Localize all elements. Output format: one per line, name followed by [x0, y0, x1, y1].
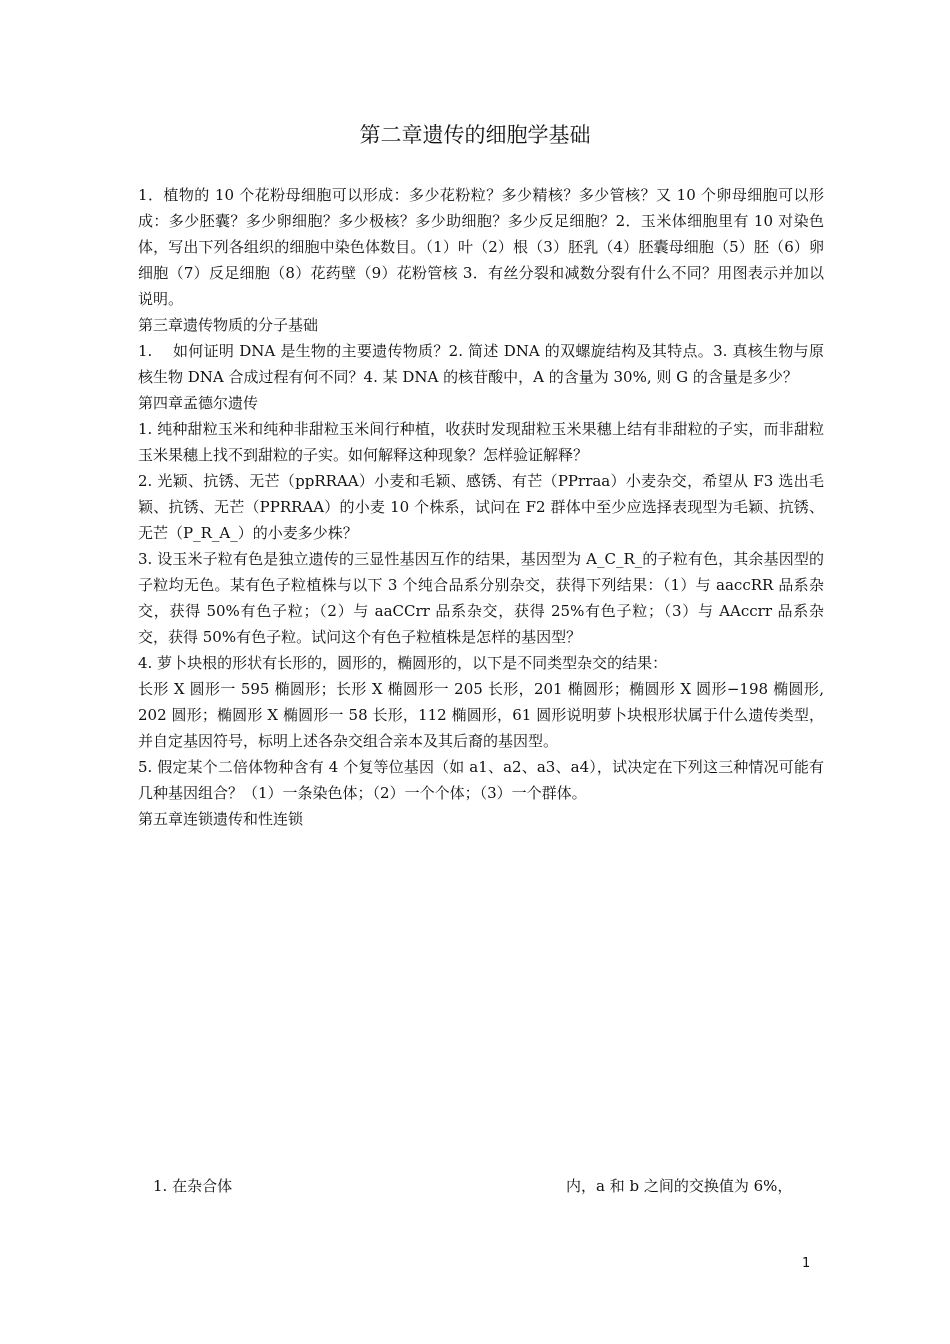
chapter4-question-4-data: 长形 X 圆形一 595 椭圆形；长形 X 椭圆形一 205 长形，201 椭圆形；椭圆形 X 圆形−198 椭圆形, 202 圆形；椭圆形 X 椭圆形一 58 长形，112 椭圆形，61 圆形说明萝卜块根形状属于什么遗传类型，并自定基因符号，标明上述各杂交组合亲本及其后裔的基因型。 [138, 680, 824, 750]
chapter4-question-3: 3. 设玉米子粒有色是独立遗传的三显性基因互作的结果，基因型为 A_C_R_的子粒有色，其余基因型的子粒均无色。某有色子粒植株与以下 3 个纯合品系分别杂交，获得下列结果：（1）与 aaccRR 品系杂交，获得 50%有色子粒；（2）与 aaCCrr 品系杂交，获得 25%有色子粒；（3）与 AAccrr 品系杂交，获得 50%有色子粒。试问这个有色子粒植株是怎样的基因型？ [138, 550, 824, 646]
chapter5-question-1-start: 1. 在杂合体 [153, 1177, 233, 1195]
page-title: 第二章遗传的细胞学基础 [359, 123, 591, 147]
chapter3-heading: 第三章遗传物质的分子基础 [138, 316, 319, 334]
document-body [138, 182, 824, 832]
page-number: 1 [802, 1256, 811, 1271]
chapter2-questions: 1．植物的 10 个花粉母细胞可以形成：多少花粉粒？多少精核？多少管核？又 10 个卵母细胞可以形成：多少胚囊？多少卵细胞？多少极核？多少助细胞？多少反足细胞？2．玉米体细胞里有 10 对染色体，写出下列各组织的细胞中染色体数目。（1）叶（2）根（3）胚乳（4）胚囊母细胞（5）胚（6）卵细胞（7）反足细胞（8）花药壁（9）花粉管核 3．有丝分裂和减数分裂有什么不同？用图表示并加以说明。 [138, 186, 824, 308]
chapter5-question-1-end: 内，a 和 b 之间的交换值为 6%， [566, 1177, 793, 1195]
chapter4-question-1: 1. 纯种甜粒玉米和纯种非甜粒玉米间行种植，收获时发现甜粒玉米果穗上结有非甜粒的子实，而非甜粒玉米果穗上找不到甜粒的子实。如何解释这种现象？怎样验证解释？ [138, 420, 824, 464]
chapter4-question-5: 5. 假定某个二倍体物种含有 4 个复等位基因（如 a1、a2、a3、a4），试决定在下列这三种情况可能有几种基因组合？（1）一条染色体；（2）一个个体；（3）一个群体。 [138, 758, 824, 802]
chapter3-questions: 1. 如何证明 DNA 是生物的主要遗传物质？2. 简述 DNA 的双螺旋结构及其特点。3. 真核生物与原核生物 DNA 合成过程有何不同？4. 某 DNA 的核苷酸中，A 的含量为 30%, 则 G 的含量是多少？ [138, 342, 824, 386]
chapter4-heading: 第四章孟德尔遗传 [138, 394, 259, 412]
chapter4-question-4: 4. 萝卜块根的形状有长形的，圆形的，椭圆形的，以下是不同类型杂交的结果： [138, 654, 668, 672]
chapter4-question-2: 2. 光颖、抗锈、无芒（ppRRAA）小麦和毛颖、感锈、有芒（PPrraa）小麦杂交，希望从 F3 选出毛颖、抗锈、无芒（PPRRAA）的小麦 10 个株系，试问在 F2 群体中至少应选择表现型为毛颖、抗锈、无芒（P_R_A_）的小麦多少株？ [138, 472, 824, 542]
chapter5-heading: 第五章连锁遗传和性连锁 [138, 810, 304, 828]
